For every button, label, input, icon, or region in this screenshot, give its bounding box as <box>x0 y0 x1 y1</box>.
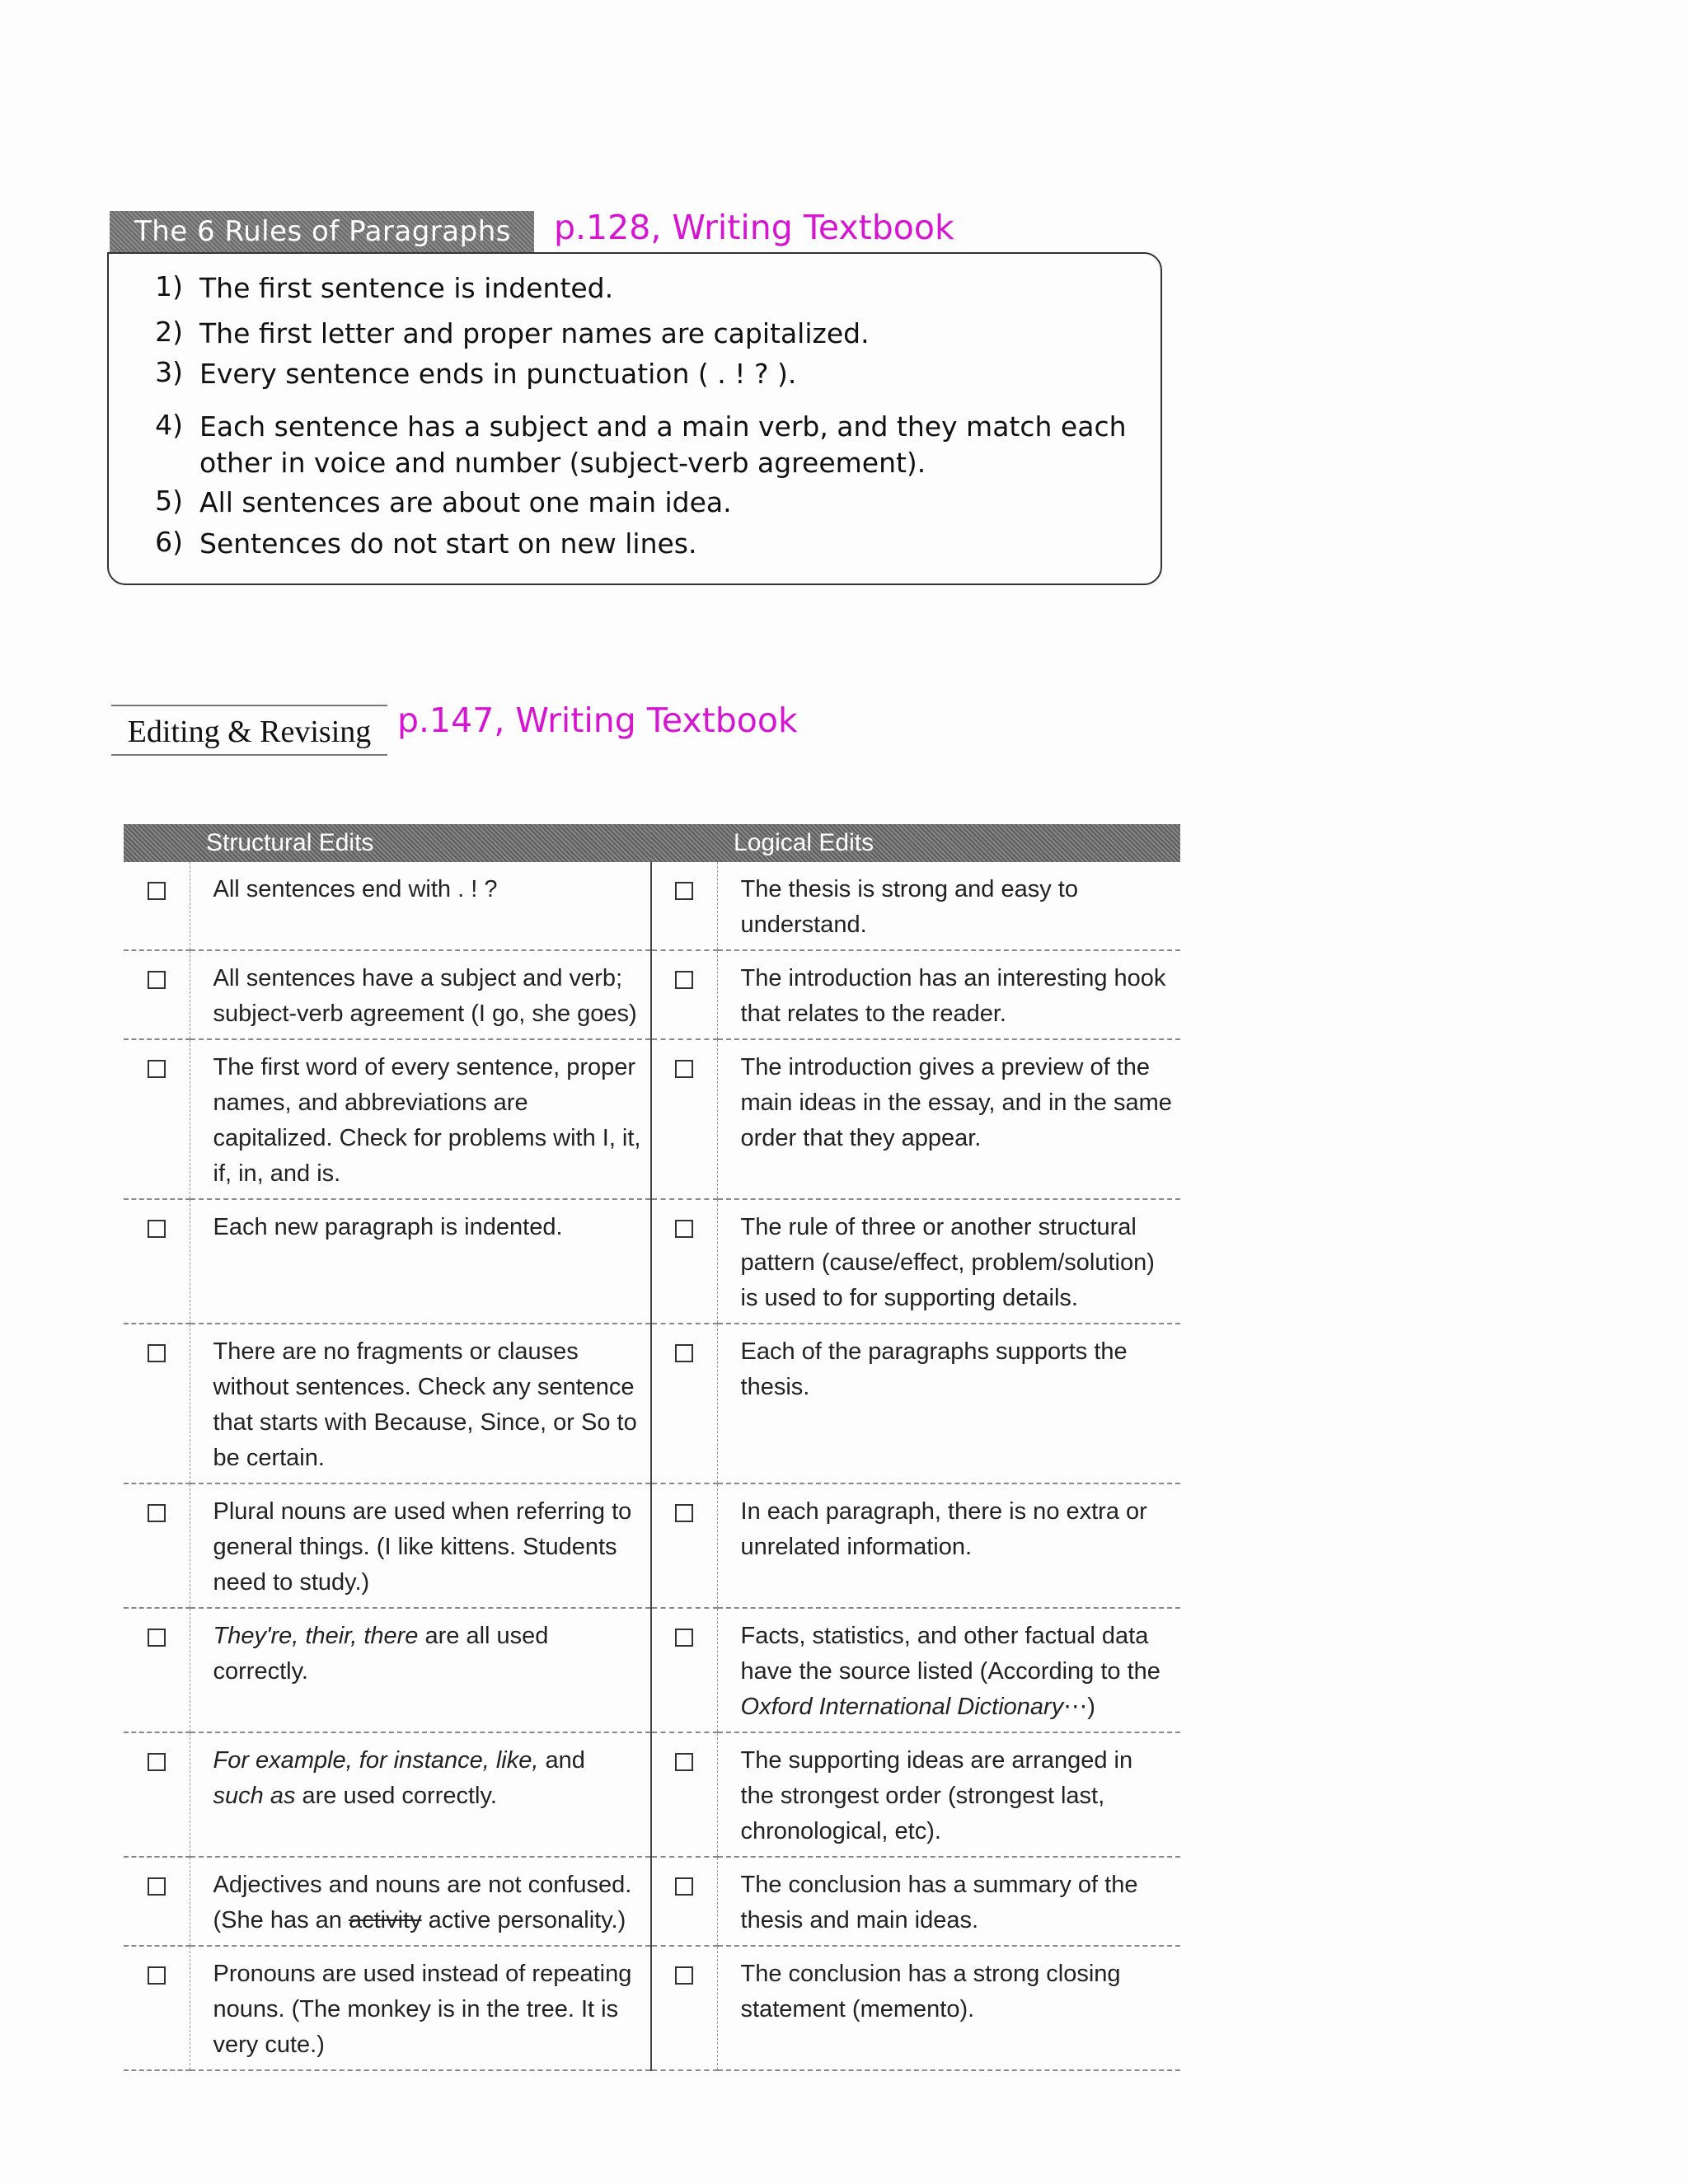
structural-checkbox[interactable] <box>148 971 166 989</box>
logical-checkbox[interactable] <box>675 1344 693 1362</box>
structural-edit-text: The first word of every sentence, proper names, and abbreviations are capitalized. Check for problems with I, it, if, in, and is. <box>190 1039 651 1199</box>
table-row <box>124 1324 1180 1483</box>
table-row <box>124 1039 1180 1199</box>
rule-number: 6) <box>155 526 183 558</box>
structural-edit-text: There are no fragments or clauses without sentences. Check any sentence that starts with Because, Since, or So to be certain. <box>190 1324 651 1483</box>
italic-text: such as <box>213 1783 296 1809</box>
table-row <box>124 862 1180 950</box>
table-row <box>124 1732 1180 1857</box>
plain-text: Adjectives and nouns are not confused. (She has an <box>213 1872 632 1933</box>
structural-checkbox[interactable] <box>148 1753 166 1771</box>
italic-text: They're, their, there <box>213 1623 419 1649</box>
logical-edit-text: The introduction has an interesting hook that relates to the reader. <box>717 950 1180 1039</box>
rule-text: The first letter and proper names are capitalized. <box>199 317 870 349</box>
rule-text: The first sentence is indented. <box>199 272 614 304</box>
table-header-row <box>124 824 1180 862</box>
table-row <box>124 1857 1180 1946</box>
checkbox-cell <box>651 950 717 1039</box>
checkbox-cell <box>651 1324 717 1483</box>
editing-title: Editing & Revising <box>111 705 387 756</box>
logical-edit-text: The rule of three or another structural pattern (cause/effect, problem/solution) is used to for supporting details. <box>717 1199 1180 1324</box>
checkbox-cell <box>651 1039 717 1199</box>
rule-number: 4) <box>155 409 183 441</box>
logical-edit-text: The conclusion has a strong closing statement (memento). <box>717 1946 1180 2070</box>
checkbox-cell <box>124 1199 190 1324</box>
italic-text: For example, for instance, like, <box>213 1747 539 1774</box>
checkbox-cell <box>124 1608 190 1732</box>
structural-edit-text: All sentences end with . ! ? <box>190 862 651 950</box>
logical-edit-text: Each of the paragraphs supports the thesis. <box>717 1324 1180 1483</box>
table-row <box>124 1946 1180 2070</box>
checkbox-cell <box>124 1324 190 1483</box>
logical-checkbox[interactable] <box>675 882 693 900</box>
rule-text: Each sentence has a subject and a main verb, and they match each other in voice and number (subject-verb agreement). <box>199 410 1127 479</box>
checkbox-cell <box>124 1946 190 2070</box>
table-row <box>124 1608 1180 1732</box>
logical-checkbox[interactable] <box>675 1504 693 1522</box>
plain-text: ⋯) <box>1063 1694 1095 1720</box>
checkbox-cell <box>124 1039 190 1199</box>
table-row <box>124 950 1180 1039</box>
checkbox-cell <box>124 950 190 1039</box>
checkbox-cell <box>651 1857 717 1946</box>
logical-checkbox[interactable] <box>675 971 693 989</box>
rules-reference: p.128, Writing Textbook <box>554 208 954 247</box>
plain-text: are used correctly. <box>295 1783 497 1809</box>
logical-checkbox[interactable] <box>675 1220 693 1238</box>
struck-word: activity <box>348 1907 422 1933</box>
rule-number: 1) <box>155 270 183 302</box>
structural-edits-header: Structural Edits <box>124 824 651 862</box>
structural-edit-text <box>190 1732 651 1857</box>
logical-edit-text: In each paragraph, there is no extra or unrelated information. <box>717 1483 1180 1608</box>
logical-edits-header: Logical Edits <box>651 824 1180 862</box>
structural-edit-text: Pronouns are used instead of repeating nouns. (The monkey is in the tree. It is very cute.) <box>190 1946 651 2070</box>
structural-checkbox[interactable] <box>148 1060 166 1078</box>
structural-checkbox[interactable] <box>148 882 166 900</box>
checkbox-cell <box>124 862 190 950</box>
logical-checkbox[interactable] <box>675 1629 693 1647</box>
logical-checkbox[interactable] <box>675 1753 693 1771</box>
rules-box <box>107 252 1162 585</box>
logical-checkbox[interactable] <box>675 1877 693 1896</box>
checkbox-cell <box>651 1732 717 1857</box>
structural-checkbox[interactable] <box>148 1504 166 1522</box>
checkbox-cell <box>651 1608 717 1732</box>
structural-edit-text <box>190 1608 651 1732</box>
plain-text: Facts, statistics, and other factual data have the source listed (According to the <box>740 1623 1160 1685</box>
checkbox-cell <box>124 1857 190 1946</box>
structural-edit-text: All sentences have a subject and verb; subject-verb agreement (I go, she goes) <box>190 950 651 1039</box>
logical-edit-text: The supporting ideas are arranged in the strongest order (strongest last, chronological, etc). <box>717 1732 1180 1857</box>
logical-checkbox[interactable] <box>675 1060 693 1078</box>
checkbox-cell <box>651 862 717 950</box>
rule-number: 3) <box>155 356 183 388</box>
structural-edit-text: Each new paragraph is indented. <box>190 1199 651 1324</box>
plain-text: are all used correctly. <box>213 1623 549 1685</box>
structural-checkbox[interactable] <box>148 1629 166 1647</box>
logical-checkbox[interactable] <box>675 1966 693 1985</box>
rule-text: All sentences are about one main idea. <box>199 486 732 518</box>
rule-number: 5) <box>155 485 183 517</box>
rules-header: The 6 Rules of Paragraphs <box>110 211 534 252</box>
table-row <box>124 1199 1180 1324</box>
rule-text: Sentences do not start on new lines. <box>199 527 697 560</box>
checkbox-cell <box>124 1732 190 1857</box>
editing-reference: p.147, Writing Textbook <box>397 701 798 740</box>
logical-edit-text: The thesis is strong and easy to understand. <box>717 862 1180 950</box>
logical-edit-text: The introduction gives a preview of the main ideas in the essay, and in the same order that they appear. <box>717 1039 1180 1199</box>
editing-checklist-table <box>124 824 1180 2071</box>
checkbox-cell <box>651 1199 717 1324</box>
structural-edit-text <box>190 1857 651 1946</box>
plain-text: and <box>538 1747 585 1774</box>
structural-checkbox[interactable] <box>148 1220 166 1238</box>
checkbox-cell <box>651 1946 717 2070</box>
table-row <box>124 1483 1180 1608</box>
structural-edit-text: Plural nouns are used when referring to general things. (I like kittens. Students need to study.) <box>190 1483 651 1608</box>
rule-text: Every sentence ends in punctuation ( . ! ? ). <box>199 358 797 390</box>
checkbox-cell <box>651 1483 717 1608</box>
logical-edit-text: The conclusion has a summary of the thesis and main ideas. <box>717 1857 1180 1946</box>
italic-text: Oxford International Dictionary <box>740 1694 1064 1720</box>
structural-checkbox[interactable] <box>148 1966 166 1985</box>
structural-checkbox[interactable] <box>148 1877 166 1896</box>
rule-number: 2) <box>155 316 183 348</box>
checkbox-cell <box>124 1483 190 1608</box>
plain-text: active personality.) <box>421 1907 626 1933</box>
structural-checkbox[interactable] <box>148 1344 166 1362</box>
logical-edit-text <box>717 1608 1180 1732</box>
